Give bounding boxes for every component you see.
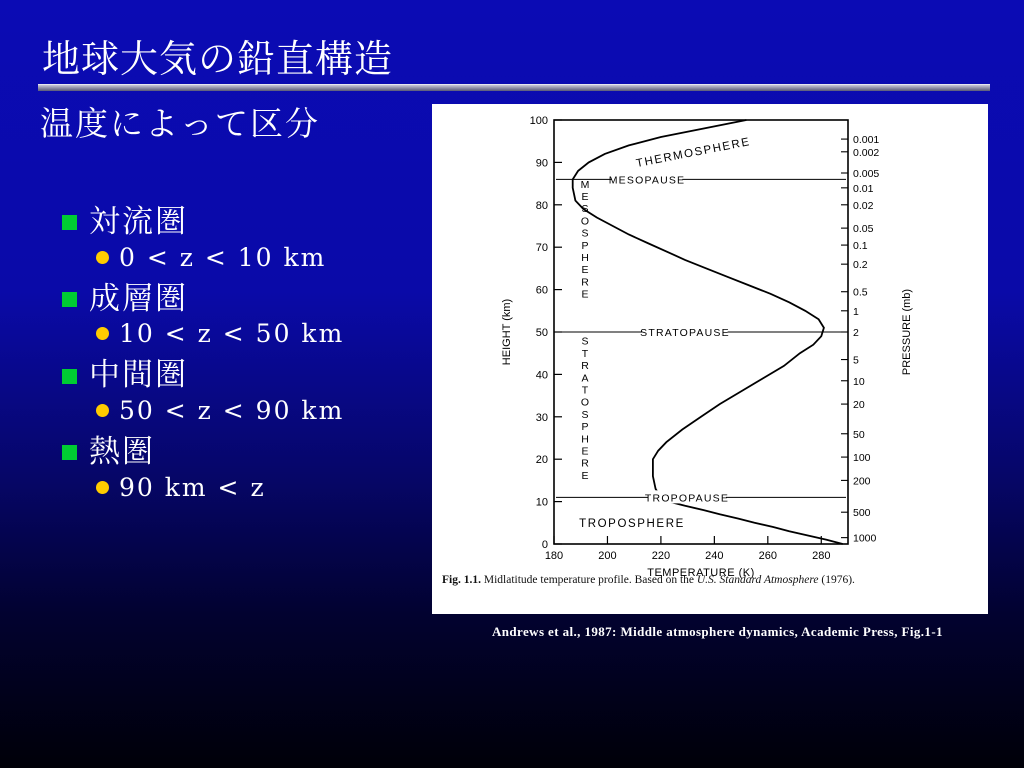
svg-text:E: E: [581, 264, 589, 277]
svg-text:R: R: [581, 360, 589, 373]
svg-text:TEMPERATURE (K): TEMPERATURE (K): [647, 567, 755, 579]
svg-text:P: P: [581, 239, 589, 252]
svg-text:40: 40: [535, 369, 548, 382]
svg-text:E: E: [581, 469, 589, 482]
svg-text:MESOPAUSE: MESOPAUSE: [608, 174, 686, 187]
svg-text:0.2: 0.2: [853, 259, 868, 272]
svg-text:P: P: [581, 421, 589, 434]
list-item: [62, 435, 442, 471]
svg-text:50: 50: [853, 428, 865, 441]
svg-text:H: H: [581, 433, 589, 446]
svg-text:E: E: [581, 445, 589, 458]
dot-bullet-icon: [96, 481, 109, 494]
svg-text:50: 50: [535, 327, 548, 339]
svg-text:S: S: [581, 203, 589, 216]
svg-text:S: S: [581, 335, 589, 348]
dot-bullet-icon: [96, 404, 109, 417]
figure-caption-number: Fig. 1.1.: [442, 574, 481, 586]
square-bullet-icon: [62, 369, 77, 384]
svg-text:E: E: [581, 191, 589, 204]
list-item-sub-label: 10 < z < 50 km: [119, 319, 345, 349]
svg-text:T: T: [581, 347, 589, 360]
svg-text:0.5: 0.5: [853, 286, 868, 299]
svg-text:5: 5: [853, 354, 859, 367]
svg-text:90: 90: [535, 157, 548, 170]
svg-text:0.01: 0.01: [853, 182, 874, 195]
svg-text:10: 10: [535, 496, 548, 509]
svg-text:R: R: [581, 457, 589, 470]
svg-text:240: 240: [705, 550, 724, 562]
svg-text:0: 0: [541, 539, 548, 551]
list-item-label: 熱圏: [89, 433, 155, 470]
svg-text:30: 30: [535, 411, 548, 424]
list-item-label: 中間圏: [89, 357, 188, 394]
svg-text:20: 20: [535, 454, 548, 467]
svg-text:0.001: 0.001: [853, 134, 880, 147]
list-item-sub: [96, 396, 442, 425]
svg-text:20: 20: [853, 399, 865, 412]
svg-text:R: R: [581, 276, 589, 289]
svg-text:0.1: 0.1: [853, 240, 868, 253]
svg-text:0.05: 0.05: [853, 223, 874, 236]
svg-text:200: 200: [598, 550, 617, 562]
svg-text:0.005: 0.005: [853, 168, 880, 180]
svg-text:260: 260: [758, 550, 777, 562]
page-subtitle: 温度によって区分: [40, 104, 320, 143]
svg-text:M: M: [580, 178, 590, 191]
svg-text:O: O: [580, 396, 590, 409]
svg-text:280: 280: [812, 550, 831, 562]
svg-text:10: 10: [853, 375, 865, 388]
svg-text:80: 80: [535, 199, 548, 212]
svg-text:TROPOPAUSE: TROPOPAUSE: [644, 492, 730, 505]
svg-text:180: 180: [544, 550, 564, 562]
svg-text:THERMOSPHERE: THERMOSPHERE: [635, 136, 752, 171]
source-credit: Andrews et al., 1987: Middle atmosphere dynamics, Academic Press, Fig.1-1: [492, 624, 943, 639]
svg-text:0.002: 0.002: [853, 146, 880, 159]
square-bullet-icon: [62, 292, 77, 307]
list-item: [62, 205, 442, 241]
svg-text:H: H: [581, 252, 589, 265]
svg-text:60: 60: [535, 284, 548, 297]
list-item-sub: [96, 473, 442, 502]
bullet-list: [62, 205, 442, 512]
svg-text:100: 100: [853, 452, 871, 465]
svg-text:70: 70: [535, 242, 548, 255]
list-item: [62, 282, 442, 318]
svg-text:S: S: [581, 227, 589, 240]
square-bullet-icon: [62, 215, 77, 230]
svg-text:STRATOPAUSE: STRATOPAUSE: [640, 327, 730, 339]
list-item-sub: [96, 319, 442, 348]
figure-caption-text: Midlatitude temperature profile. Based on the: [483, 574, 694, 586]
list-item-label: 対流圏: [89, 204, 188, 240]
list-item-sub-label: 50 < z < 90 km: [119, 395, 345, 425]
list-item-sub-label: 90 km < z: [119, 472, 266, 502]
figure-panel: [432, 104, 988, 614]
svg-text:1000: 1000: [853, 532, 877, 545]
svg-text:220: 220: [651, 550, 671, 562]
title-divider: [38, 84, 990, 91]
list-item-sub-label: 0 < z < 10 km: [119, 242, 327, 272]
svg-text:0.02: 0.02: [853, 199, 874, 212]
page-title: 地球大気の鉛直構造: [42, 37, 394, 81]
temperature-profile-chart: [432, 104, 988, 579]
svg-text:1: 1: [853, 305, 859, 318]
list-item-sub: [96, 243, 442, 272]
svg-text:TROPOSPHERE: TROPOSPHERE: [579, 517, 685, 530]
svg-text:200: 200: [853, 475, 871, 488]
svg-text:2: 2: [853, 327, 859, 339]
figure-caption: [442, 574, 982, 586]
svg-text:PRESSURE (mb): PRESSURE (mb): [901, 288, 913, 376]
list-item: [62, 358, 442, 394]
figure-plot-area: [432, 104, 988, 579]
svg-text:HEIGHT (km): HEIGHT (km): [501, 298, 513, 366]
svg-text:E: E: [581, 288, 589, 301]
figure-caption-year: (1976).: [821, 574, 855, 586]
svg-text:500: 500: [853, 507, 871, 520]
dot-bullet-icon: [96, 251, 109, 264]
list-item-label: 成層圏: [89, 280, 188, 317]
svg-text:A: A: [581, 372, 589, 385]
svg-text:100: 100: [529, 115, 548, 127]
svg-text:S: S: [581, 408, 589, 421]
svg-text:O: O: [580, 215, 590, 228]
svg-text:T: T: [581, 384, 589, 397]
square-bullet-icon: [62, 445, 77, 460]
figure-caption-source: U.S. Standard Atmosphere: [696, 574, 819, 586]
dot-bullet-icon: [96, 327, 109, 340]
